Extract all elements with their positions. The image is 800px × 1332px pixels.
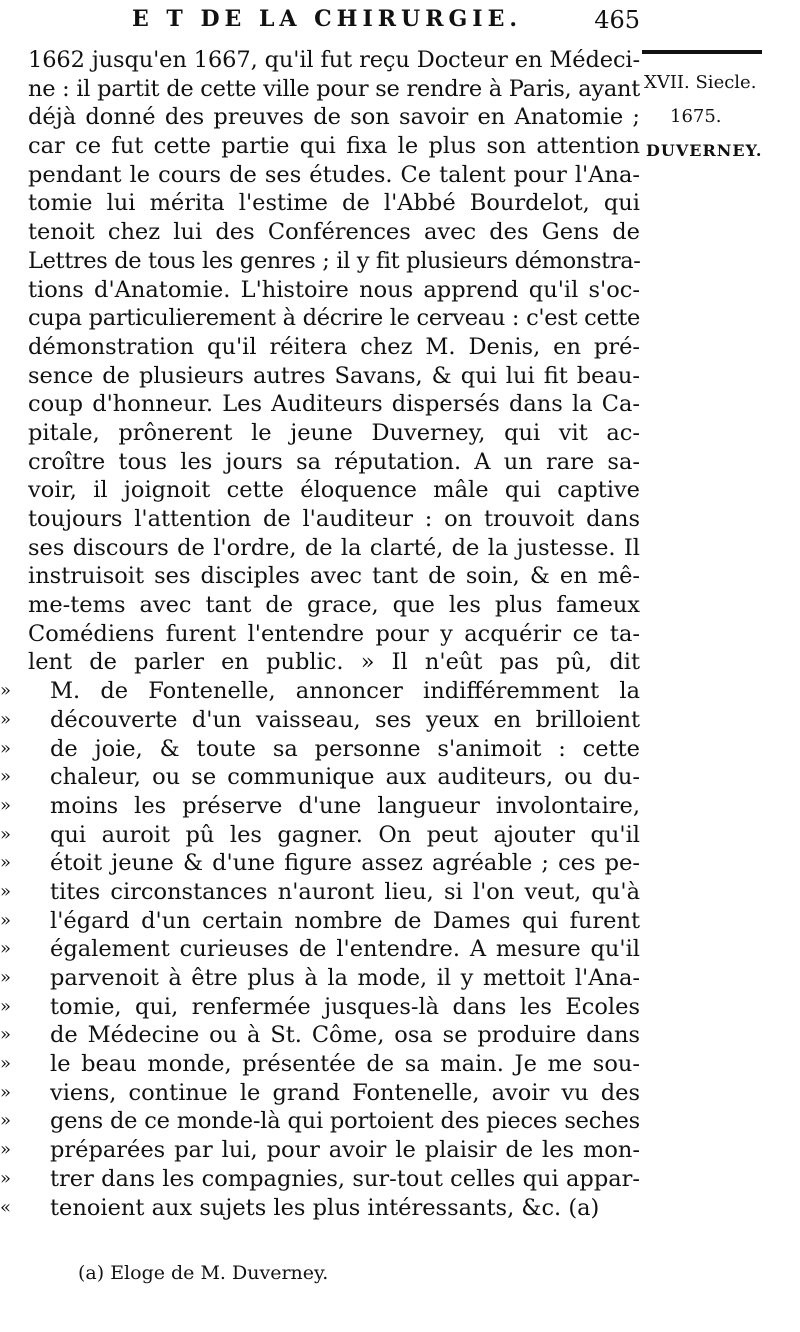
line-text: cupa particulierement à décrire le cerveau : c'est cette <box>28 305 640 332</box>
text-line <box>28 247 640 276</box>
text-line <box>28 390 640 419</box>
line-text: parvenoit à être plus à la mode, il y mettoit l'Ana- <box>50 965 640 991</box>
quote-mark: » <box>0 737 12 759</box>
line-text: tenoient aux sujets les plus intéressants, &c. (a) <box>50 1194 600 1221</box>
line-text: de joie, & toute sa personne s'animoit : cette <box>50 735 640 762</box>
line-text: car ce fut cette partie qui fixa le plus son attention <box>28 133 640 160</box>
quote-mark: » <box>0 1053 12 1075</box>
text-line <box>28 534 640 563</box>
line-text: l'égard d'un certain nombre de Dames qui furent <box>50 907 640 934</box>
line-text: ne : il partit de cette ville pour se rendre à Paris, ayant <box>28 75 640 102</box>
text-line <box>28 419 640 448</box>
text-line <box>28 505 640 534</box>
line-text: tenoit chez lui des Conférences avec des Gens de <box>28 219 640 246</box>
quote-mark: » <box>0 880 12 902</box>
footnote: (a) Eloge de M. Duverney. <box>78 1262 329 1284</box>
text-line <box>28 591 640 620</box>
line-text: trer dans les compagnies, sur-tout celles qui appar- <box>50 1165 640 1192</box>
line-text: étoit jeune & d'une figure assez agréable ; ces pe- <box>50 850 640 877</box>
text-line <box>28 218 640 247</box>
line-text: tites circonstances n'auront lieu, si l'on veut, qu'à <box>50 878 640 905</box>
line-text: préparées par lui, pour avoir le plaisir de les mon- <box>50 1137 640 1164</box>
text-line <box>0 763 640 792</box>
text-line <box>0 993 640 1022</box>
line-text: tomie, qui, renfermée jusques-là dans les Ecoles <box>50 993 640 1020</box>
text-line <box>28 103 640 132</box>
quote-mark: » <box>0 995 12 1017</box>
text-line <box>28 46 640 75</box>
line-text: de Médecine ou à St. Côme, osa se produire dans <box>50 1022 640 1049</box>
text-line <box>28 648 640 677</box>
text-line <box>0 792 640 821</box>
line-text: voir, il joignoit cette éloquence mâle qui captive <box>28 477 640 504</box>
line-text: gens de ce monde-là qui portoient des pieces seches <box>50 1108 640 1135</box>
text-line <box>28 132 640 161</box>
line-text: qui auroit pû les gagner. On peut ajouter qu'il <box>50 821 640 848</box>
line-text: tions d'Anatomie. L'histoire nous apprend qu'il s'oc- <box>28 276 640 303</box>
margin-notes <box>636 50 796 168</box>
text-line <box>0 1107 640 1136</box>
page-number: 465 <box>594 6 640 34</box>
text-line <box>28 276 640 305</box>
text-line <box>28 620 640 649</box>
line-text: lent de parler en public. » Il n'eût pas pû, dit <box>28 649 640 676</box>
text-line <box>28 562 640 591</box>
text-line <box>28 189 640 218</box>
line-text: croître tous les jours sa réputation. A un rare sa- <box>28 448 640 475</box>
line-text: tomie lui mérita l'estime de l'Abbé Bourdelot, qui <box>28 190 640 217</box>
line-text: pendant le cours de ses études. Ce talent pour l'Ana- <box>28 161 640 188</box>
text-line <box>0 1136 640 1165</box>
margin-rule <box>642 50 762 54</box>
text-line <box>28 362 640 391</box>
text-line <box>0 735 640 764</box>
quote-mark: » <box>0 680 12 702</box>
quote-mark: » <box>0 794 12 816</box>
quote-mark: « <box>0 1196 12 1218</box>
line-text: me-tems avec tant de grace, que les plus fameux <box>28 592 640 619</box>
line-text: 1662 jusqu'en 1667, qu'il fut reçu Docteur en Médeci- <box>28 47 640 73</box>
text-line <box>0 907 640 936</box>
quote-mark: » <box>0 967 12 988</box>
quote-mark: » <box>0 823 12 845</box>
line-text: M. de Fontenelle, annoncer indifféremment la <box>50 678 640 705</box>
text-line <box>0 1079 640 1108</box>
text-line <box>0 821 640 850</box>
quote-mark: » <box>0 1081 12 1103</box>
text-line <box>0 964 640 993</box>
running-head <box>0 6 640 40</box>
quote-mark: » <box>0 1139 12 1161</box>
line-text: également curieuses de l'entendre. A mesure qu'il <box>50 936 640 963</box>
quote-mark: » <box>0 1167 12 1189</box>
line-text: ses discours de l'ordre, de la clarté, de la justesse. Il <box>28 534 640 561</box>
quote-mark: » <box>0 852 12 874</box>
quote-mark: » <box>0 909 12 931</box>
quote-mark: » <box>0 938 12 960</box>
text-line <box>0 878 640 907</box>
line-text: moins les préserve d'une langueur involontaire, <box>50 792 640 819</box>
line-text: déjà donné des preuves de son savoir en Anatomie ; <box>28 104 640 131</box>
line-text: viens, continue le grand Fontenelle, avoir vu des <box>50 1079 640 1106</box>
text-line <box>0 706 640 735</box>
text-line <box>0 849 640 878</box>
line-text: coup d'honneur. Les Auditeurs dispersés dans la Ca- <box>28 391 640 418</box>
text-line <box>0 1050 640 1079</box>
line-text: Lettres de tous les genres ; il y fit plusieurs démonstra- <box>28 247 641 274</box>
text-line <box>28 476 640 505</box>
quote-mark: » <box>0 766 12 788</box>
line-text: démonstration qu'il réitera chez M. Denis, en pré- <box>28 333 640 360</box>
running-title: E T DE LA CHIRURGIE. <box>132 6 523 32</box>
line-text: chaleur, ou se communique aux auditeurs, ou du- <box>50 764 640 791</box>
line-text: Comédiens furent l'entendre pour y acquérir ce ta- <box>28 620 640 647</box>
margin-note-year: 1675. <box>670 106 722 127</box>
line-text: toujours l'attention de l'auditeur : on trouvoit dans <box>28 506 640 532</box>
body-text <box>0 46 641 1222</box>
text-line <box>28 448 640 477</box>
text-line <box>28 333 640 362</box>
text-line <box>0 1021 640 1050</box>
line-text: sence de plusieurs autres Savans, & qui lui fit beau- <box>28 362 640 389</box>
line-text: le beau monde, présentée de sa main. Je me sou- <box>50 1051 640 1078</box>
quote-mark: » <box>0 1024 12 1046</box>
margin-note-name: DUVERNEY. <box>646 141 763 160</box>
text-line <box>0 1165 640 1194</box>
margin-note-century: XVII. Siecle. <box>644 72 757 93</box>
text-line <box>28 75 640 104</box>
text-line <box>28 304 640 333</box>
text-line <box>0 1194 640 1223</box>
text-line <box>0 935 640 964</box>
quote-mark: » <box>0 1110 12 1132</box>
line-text: découverte d'un vaisseau, ses yeux en brilloient <box>50 706 640 733</box>
text-line <box>28 161 640 190</box>
line-text: instruisoit ses disciples avec tant de soin, & en mê- <box>28 563 640 590</box>
line-text: pitale, prônerent le jeune Duverney, qui vit ac- <box>28 419 640 446</box>
quote-mark: » <box>0 708 12 730</box>
text-line <box>0 677 640 706</box>
